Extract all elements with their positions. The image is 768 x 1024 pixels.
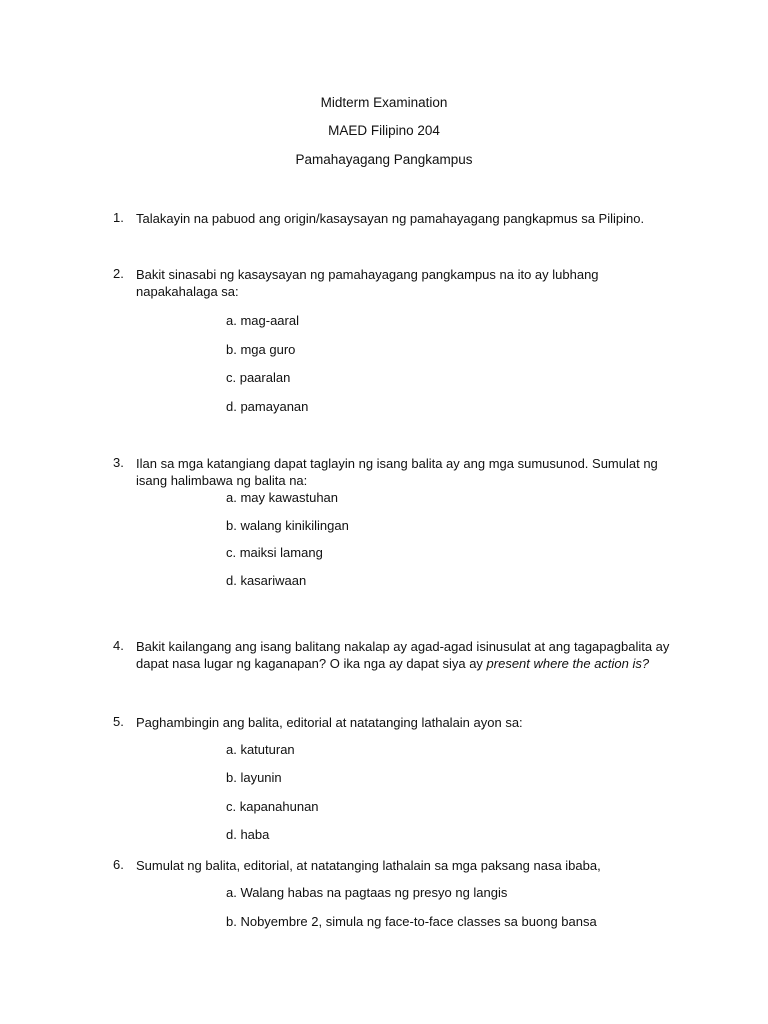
question-text: Paghambingin ang balita, editorial at natatanging lathalain ayon sa: xyxy=(136,715,523,730)
question-text-italic: present where the action is? xyxy=(486,656,650,671)
question-number: 4. xyxy=(113,638,124,653)
option-item: b. mga guro xyxy=(226,342,296,357)
question-text: Talakayin na pabuod ang origin/kasaysayan ng pamahayagang pangkapmus sa Pilipino. xyxy=(136,211,645,226)
subject-title: Pamahayagang Pangkampus xyxy=(295,152,473,167)
option-item: c. paaralan xyxy=(226,370,291,385)
option-item: b. layunin xyxy=(226,770,282,785)
option-item: b. walang kinikilingan xyxy=(226,518,349,533)
option-item: a. Walang habas na pagtaas ng presyo ng langis xyxy=(226,885,508,900)
option-item: a. katuturan xyxy=(226,742,295,757)
question-number: 1. xyxy=(113,210,124,225)
question-text: Bakit sinasabi ng kasaysayan ng pamahayagang pangkampus na ito ay lubhang napakahalaga sa: xyxy=(136,267,599,299)
option-item: a. mag-aaral xyxy=(226,313,299,328)
option-item: d. haba xyxy=(226,827,270,842)
question-number: 6. xyxy=(113,857,124,872)
option-item: b. Nobyembre 2, simula ng face-to-face classes sa buong bansa xyxy=(226,914,597,929)
question-number: 2. xyxy=(113,266,124,281)
option-item: d. kasariwaan xyxy=(226,573,307,588)
question-text xyxy=(136,638,676,672)
question-number: 5. xyxy=(113,714,124,729)
course-code: MAED Filipino 204 xyxy=(328,123,440,138)
question-text-main: Bakit kailangang ang isang balitang nakalap ay agad-agad isinusulat at ang tagapagbalita ay dapat nasa lugar ng kaganapan? O ika nga ay dapat siya ay xyxy=(136,639,670,671)
question-text: Sumulat ng balita, editorial, at natatanging lathalain sa mga paksang nasa ibaba, xyxy=(136,858,601,873)
question-text: Ilan sa mga katangiang dapat taglayin ng isang balita ay ang mga sumusunod. Sumulat ng isang halimbawa ng balita na: xyxy=(136,456,658,488)
option-item: d. pamayanan xyxy=(226,399,309,414)
option-item: a. may kawastuhan xyxy=(226,490,339,505)
question-number: 3. xyxy=(113,455,124,470)
exam-title: Midterm Examination xyxy=(320,95,448,110)
option-item: c. maiksi lamang xyxy=(226,545,323,560)
option-item: c. kapanahunan xyxy=(226,799,319,814)
